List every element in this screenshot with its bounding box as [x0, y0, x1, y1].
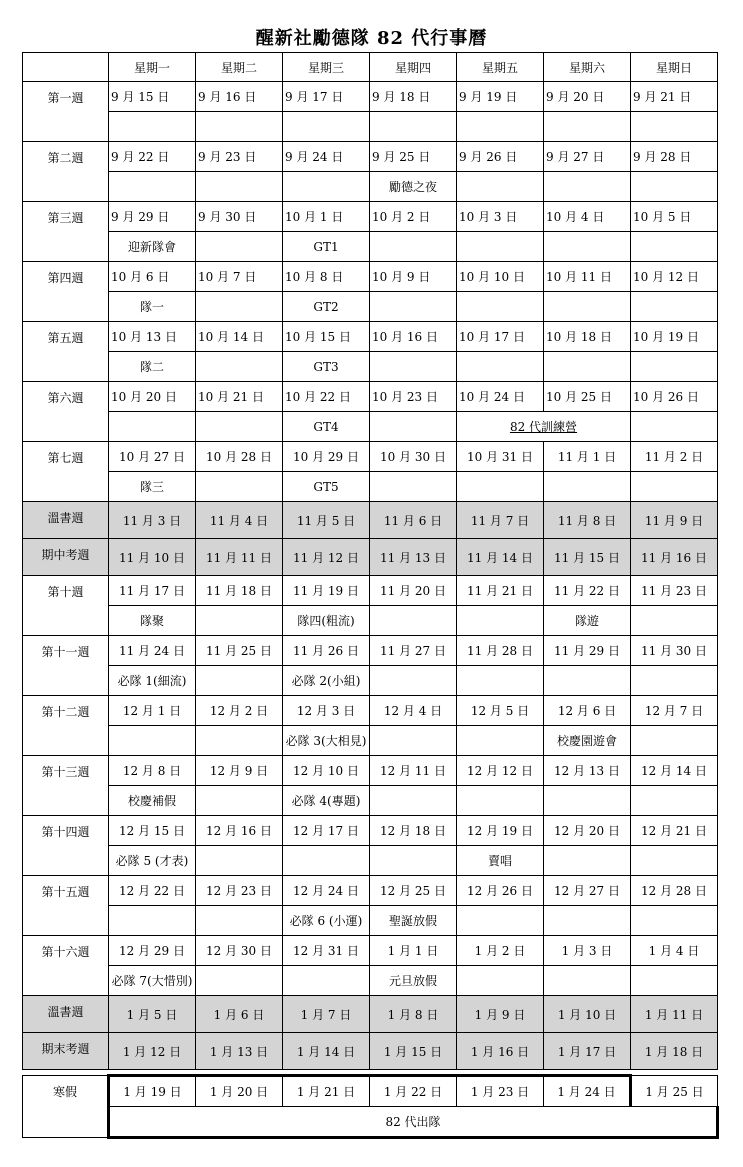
date-cell: 10 月 23 日: [370, 382, 457, 412]
event-cell: 聖誕放假: [370, 906, 457, 936]
event-cell: 校慶補假: [109, 786, 196, 816]
event-cell: 賣唱: [457, 846, 544, 876]
event-cell: [544, 292, 631, 322]
event-cell: [196, 232, 283, 262]
event-cell: [544, 112, 631, 142]
date-cell: 10 月 16 日: [370, 322, 457, 352]
week-row: [23, 262, 718, 292]
event-cell: [631, 232, 718, 262]
event-cell: [196, 352, 283, 382]
event-cell: [457, 232, 544, 262]
date-cell: 10 月 22 日: [283, 382, 370, 412]
event-cell: [457, 352, 544, 382]
date-cell: 11 月 22 日: [544, 576, 631, 606]
week-label: 溫書週: [23, 996, 109, 1033]
event-cell: [631, 292, 718, 322]
date-cell: 11 月 17 日: [109, 576, 196, 606]
event-cell: [370, 846, 457, 876]
date-cell: 11 月 28 日: [457, 636, 544, 666]
event-cell: [370, 352, 457, 382]
date-cell: 12 月 29 日: [109, 936, 196, 966]
events-row: [23, 112, 718, 142]
week-row: [23, 936, 718, 966]
date-cell: 9 月 16 日: [196, 82, 283, 112]
week-row: [23, 502, 718, 539]
event-cell: [370, 292, 457, 322]
date-cell: 12 月 7 日: [631, 696, 718, 726]
date-cell: 12 月 3 日: [283, 696, 370, 726]
date-cell: 9 月 23 日: [196, 142, 283, 172]
event-cell: [457, 666, 544, 696]
event-cell: [631, 412, 718, 442]
date-cell: 9 月 18 日: [370, 82, 457, 112]
week-label: 第四週: [23, 262, 109, 322]
event-cell: GT4: [283, 412, 370, 442]
week-label: 期末考週: [23, 1033, 109, 1070]
events-row: [23, 966, 718, 996]
date-cell: 9 月 15 日: [109, 82, 196, 112]
event-cell: [457, 606, 544, 636]
week-label: 第三週: [23, 202, 109, 262]
date-cell: 1 月 3 日: [544, 936, 631, 966]
week-label: 第十五週: [23, 876, 109, 936]
date-cell: 10 月 19 日: [631, 322, 718, 352]
date-cell: 12 月 16 日: [196, 816, 283, 846]
events-row: [23, 846, 718, 876]
date-cell: 1 月 17 日: [544, 1033, 631, 1070]
date-cell: 1 月 12 日: [109, 1033, 196, 1070]
date-cell: 12 月 20 日: [544, 816, 631, 846]
event-cell: [109, 906, 196, 936]
week-row: [23, 816, 718, 846]
week-row: [23, 82, 718, 112]
date-cell: 12 月 6 日: [544, 696, 631, 726]
date-cell: 12 月 21 日: [631, 816, 718, 846]
event-cell: [283, 172, 370, 202]
date-cell: 9 月 30 日: [196, 202, 283, 232]
date-cell: 11 月 16 日: [631, 539, 718, 576]
event-cell: [196, 786, 283, 816]
week-label: 第二週: [23, 142, 109, 202]
date-cell: 11 月 23 日: [631, 576, 718, 606]
week-label: 第七週: [23, 442, 109, 502]
event-cell: 82 代出隊: [109, 1107, 718, 1138]
week-row: [23, 1076, 718, 1107]
date-cell: 1 月 22 日: [370, 1076, 457, 1107]
event-cell: [457, 966, 544, 996]
day-header: 星期三: [283, 53, 370, 82]
event-cell: [457, 472, 544, 502]
event-cell: [631, 906, 718, 936]
event-cell: 必隊 5 (才表): [109, 846, 196, 876]
event-cell: [631, 666, 718, 696]
event-cell: [544, 472, 631, 502]
event-cell: [631, 606, 718, 636]
date-cell: 9 月 27 日: [544, 142, 631, 172]
event-cell: [283, 112, 370, 142]
date-cell: 11 月 25 日: [196, 636, 283, 666]
day-header: 星期五: [457, 53, 544, 82]
week-label: 第一週: [23, 82, 109, 142]
header-corner: [23, 53, 109, 82]
events-row: [23, 352, 718, 382]
event-cell: [196, 292, 283, 322]
event-cell: [370, 232, 457, 262]
date-cell: 1 月 1 日: [370, 936, 457, 966]
week-row: [23, 382, 718, 412]
event-cell: [457, 172, 544, 202]
date-cell: 1 月 8 日: [370, 996, 457, 1033]
event-cell: 隊遊: [544, 606, 631, 636]
event-cell: 隊一: [109, 292, 196, 322]
event-cell: [196, 112, 283, 142]
week-row: [23, 142, 718, 172]
date-cell: 10 月 28 日: [196, 442, 283, 472]
date-cell: 10 月 5 日: [631, 202, 718, 232]
date-cell: 11 月 9 日: [631, 502, 718, 539]
week-label: 第十二週: [23, 696, 109, 756]
events-row: [23, 232, 718, 262]
date-cell: 10 月 8 日: [283, 262, 370, 292]
date-cell: 1 月 4 日: [631, 936, 718, 966]
date-cell: 1 月 23 日: [457, 1076, 544, 1107]
week-label: 第十週: [23, 576, 109, 636]
date-cell: 12 月 4 日: [370, 696, 457, 726]
date-cell: 11 月 1 日: [544, 442, 631, 472]
date-cell: 11 月 6 日: [370, 502, 457, 539]
date-cell: 11 月 2 日: [631, 442, 718, 472]
date-cell: 12 月 28 日: [631, 876, 718, 906]
week-row: [23, 756, 718, 786]
event-cell: 必隊 4(專題): [283, 786, 370, 816]
week-label: 溫書週: [23, 502, 109, 539]
date-cell: 12 月 15 日: [109, 816, 196, 846]
event-cell: 勵德之夜: [370, 172, 457, 202]
event-cell: 隊聚: [109, 606, 196, 636]
event-cell: [196, 966, 283, 996]
event-cell: [631, 112, 718, 142]
event-cell: [109, 112, 196, 142]
event-cell: [196, 666, 283, 696]
event-cell: [544, 966, 631, 996]
event-cell: [196, 846, 283, 876]
event-cell: 必隊 7(大惜別): [109, 966, 196, 996]
event-cell: 隊四(粗流): [283, 606, 370, 636]
date-cell: 12 月 17 日: [283, 816, 370, 846]
day-header: 星期二: [196, 53, 283, 82]
event-cell: 必隊 6 (小運): [283, 906, 370, 936]
date-cell: 1 月 7 日: [283, 996, 370, 1033]
day-header: 星期日: [631, 53, 718, 82]
date-cell: 12 月 23 日: [196, 876, 283, 906]
date-cell: 12 月 25 日: [370, 876, 457, 906]
event-cell: [631, 846, 718, 876]
date-cell: 10 月 15 日: [283, 322, 370, 352]
events-row: [23, 666, 718, 696]
event-cell: [544, 172, 631, 202]
event-cell: 必隊 2(小組): [283, 666, 370, 696]
date-cell: 9 月 28 日: [631, 142, 718, 172]
date-cell: 10 月 17 日: [457, 322, 544, 352]
event-cell: [109, 172, 196, 202]
event-cell: [196, 726, 283, 756]
date-cell: 11 月 12 日: [283, 539, 370, 576]
date-cell: 12 月 1 日: [109, 696, 196, 726]
date-cell: 12 月 11 日: [370, 756, 457, 786]
date-cell: 10 月 20 日: [109, 382, 196, 412]
event-cell: [457, 292, 544, 322]
date-cell: 12 月 31 日: [283, 936, 370, 966]
event-cell: [196, 412, 283, 442]
week-row: [23, 202, 718, 232]
event-cell: 隊三: [109, 472, 196, 502]
date-cell: 11 月 27 日: [370, 636, 457, 666]
date-cell: 10 月 9 日: [370, 262, 457, 292]
date-cell: 1 月 5 日: [109, 996, 196, 1033]
date-cell: 11 月 26 日: [283, 636, 370, 666]
event-cell: [544, 846, 631, 876]
event-cell: [544, 352, 631, 382]
date-cell: 1 月 13 日: [196, 1033, 283, 1070]
event-cell: 必隊 1(細流): [109, 666, 196, 696]
date-cell: 10 月 2 日: [370, 202, 457, 232]
date-cell: 10 月 14 日: [196, 322, 283, 352]
date-cell: 11 月 20 日: [370, 576, 457, 606]
date-cell: 10 月 26 日: [631, 382, 718, 412]
calendar-table: [22, 52, 719, 1139]
event-cell: 必隊 3(大相見): [283, 726, 370, 756]
event-cell: GT5: [283, 472, 370, 502]
day-header: 星期四: [370, 53, 457, 82]
date-cell: 12 月 13 日: [544, 756, 631, 786]
date-cell: 9 月 24 日: [283, 142, 370, 172]
event-cell: [631, 472, 718, 502]
events-row: [23, 172, 718, 202]
week-row: [23, 636, 718, 666]
week-label: 第十六週: [23, 936, 109, 996]
date-cell: 1 月 19 日: [109, 1076, 196, 1107]
day-header: 星期六: [544, 53, 631, 82]
date-cell: 11 月 15 日: [544, 539, 631, 576]
date-cell: 12 月 19 日: [457, 816, 544, 846]
date-cell: 1 月 2 日: [457, 936, 544, 966]
date-cell: 10 月 21 日: [196, 382, 283, 412]
event-cell: [544, 232, 631, 262]
event-cell: [631, 786, 718, 816]
date-cell: 12 月 12 日: [457, 756, 544, 786]
date-cell: 12 月 18 日: [370, 816, 457, 846]
events-row: [23, 786, 718, 816]
events-row: [23, 906, 718, 936]
date-cell: 1 月 25 日: [631, 1076, 718, 1107]
date-cell: 9 月 21 日: [631, 82, 718, 112]
date-cell: 10 月 24 日: [457, 382, 544, 412]
date-cell: 12 月 5 日: [457, 696, 544, 726]
week-row: [23, 539, 718, 576]
event-cell: [283, 846, 370, 876]
events-row: [23, 292, 718, 322]
event-cell: GT3: [283, 352, 370, 382]
event-cell: [283, 966, 370, 996]
date-cell: 10 月 31 日: [457, 442, 544, 472]
date-cell: 11 月 18 日: [196, 576, 283, 606]
date-cell: 10 月 1 日: [283, 202, 370, 232]
event-cell: [109, 412, 196, 442]
event-cell: GT1: [283, 232, 370, 262]
date-cell: 1 月 24 日: [544, 1076, 631, 1107]
date-cell: 12 月 9 日: [196, 756, 283, 786]
date-cell: 1 月 20 日: [196, 1076, 283, 1107]
header-row: [23, 53, 718, 82]
date-cell: 1 月 14 日: [283, 1033, 370, 1070]
event-cell: [109, 726, 196, 756]
event-cell: [196, 472, 283, 502]
date-cell: 9 月 29 日: [109, 202, 196, 232]
date-cell: 12 月 30 日: [196, 936, 283, 966]
week-label: 第十一週: [23, 636, 109, 696]
date-cell: 11 月 21 日: [457, 576, 544, 606]
date-cell: 1 月 18 日: [631, 1033, 718, 1070]
events-row: [23, 726, 718, 756]
date-cell: 1 月 21 日: [283, 1076, 370, 1107]
event-cell: [631, 726, 718, 756]
date-cell: 11 月 8 日: [544, 502, 631, 539]
date-cell: 11 月 11 日: [196, 539, 283, 576]
event-cell: [370, 666, 457, 696]
event-cell: [370, 606, 457, 636]
date-cell: 11 月 4 日: [196, 502, 283, 539]
event-cell: 元旦放假: [370, 966, 457, 996]
week-row: [23, 1033, 718, 1070]
events-row: [23, 472, 718, 502]
date-cell: 11 月 29 日: [544, 636, 631, 666]
event-cell: [457, 786, 544, 816]
week-row: [23, 696, 718, 726]
date-cell: 11 月 14 日: [457, 539, 544, 576]
date-cell: 11 月 5 日: [283, 502, 370, 539]
date-cell: 10 月 3 日: [457, 202, 544, 232]
date-cell: 12 月 24 日: [283, 876, 370, 906]
date-cell: 12 月 8 日: [109, 756, 196, 786]
day-header: 星期一: [109, 53, 196, 82]
week-label: 第十四週: [23, 816, 109, 876]
event-cell: [196, 906, 283, 936]
event-cell: [544, 906, 631, 936]
week-label: 寒假: [23, 1076, 109, 1138]
event-cell: [370, 412, 457, 442]
event-cell: 迎新隊會: [109, 232, 196, 262]
week-row: [23, 442, 718, 472]
date-cell: 12 月 10 日: [283, 756, 370, 786]
event-cell: [544, 786, 631, 816]
date-cell: 9 月 25 日: [370, 142, 457, 172]
date-cell: 12 月 27 日: [544, 876, 631, 906]
event-cell: [631, 172, 718, 202]
week-row: [23, 876, 718, 906]
event-cell: [457, 906, 544, 936]
date-cell: 10 月 4 日: [544, 202, 631, 232]
event-cell: [196, 606, 283, 636]
date-cell: 9 月 26 日: [457, 142, 544, 172]
week-label: 第十三週: [23, 756, 109, 816]
event-cell: GT2: [283, 292, 370, 322]
date-cell: 10 月 30 日: [370, 442, 457, 472]
date-cell: 10 月 29 日: [283, 442, 370, 472]
date-cell: 1 月 11 日: [631, 996, 718, 1033]
date-cell: 10 月 27 日: [109, 442, 196, 472]
date-cell: 10 月 12 日: [631, 262, 718, 292]
event-cell: [196, 172, 283, 202]
event-cell: [370, 726, 457, 756]
week-row: [23, 996, 718, 1033]
date-cell: 9 月 22 日: [109, 142, 196, 172]
date-cell: 1 月 9 日: [457, 996, 544, 1033]
event-cell: [457, 726, 544, 756]
week-row: [23, 576, 718, 606]
date-cell: 10 月 6 日: [109, 262, 196, 292]
date-cell: 10 月 18 日: [544, 322, 631, 352]
date-cell: 11 月 13 日: [370, 539, 457, 576]
date-cell: 1 月 10 日: [544, 996, 631, 1033]
date-cell: 1 月 15 日: [370, 1033, 457, 1070]
week-label: 第五週: [23, 322, 109, 382]
date-cell: 12 月 26 日: [457, 876, 544, 906]
date-cell: 10 月 25 日: [544, 382, 631, 412]
date-cell: 11 月 10 日: [109, 539, 196, 576]
events-row: [23, 606, 718, 636]
date-cell: 1 月 16 日: [457, 1033, 544, 1070]
event-cell: 校慶園遊會: [544, 726, 631, 756]
date-cell: 11 月 19 日: [283, 576, 370, 606]
date-cell: 11 月 24 日: [109, 636, 196, 666]
date-cell: 10 月 7 日: [196, 262, 283, 292]
week-label: 第六週: [23, 382, 109, 442]
event-cell: 82 代訓練營: [457, 412, 631, 442]
date-cell: 9 月 20 日: [544, 82, 631, 112]
week-label: 期中考週: [23, 539, 109, 576]
date-cell: 12 月 14 日: [631, 756, 718, 786]
calendar-title: 醒新社勵德隊 82 代行事曆: [255, 28, 488, 49]
event-cell: [370, 472, 457, 502]
event-cell: [457, 112, 544, 142]
events-row: [23, 1107, 718, 1138]
date-cell: 12 月 2 日: [196, 696, 283, 726]
event-cell: [631, 966, 718, 996]
date-cell: 10 月 13 日: [109, 322, 196, 352]
date-cell: 1 月 6 日: [196, 996, 283, 1033]
date-cell: 10 月 11 日: [544, 262, 631, 292]
events-row: [23, 412, 718, 442]
event-cell: [370, 112, 457, 142]
date-cell: 11 月 7 日: [457, 502, 544, 539]
date-cell: 10 月 10 日: [457, 262, 544, 292]
date-cell: 9 月 17 日: [283, 82, 370, 112]
event-cell: [544, 666, 631, 696]
event-cell: [631, 352, 718, 382]
event-cell: 隊二: [109, 352, 196, 382]
week-row: [23, 322, 718, 352]
event-cell: [370, 786, 457, 816]
date-cell: 9 月 19 日: [457, 82, 544, 112]
date-cell: 11 月 3 日: [109, 502, 196, 539]
date-cell: 12 月 22 日: [109, 876, 196, 906]
date-cell: 11 月 30 日: [631, 636, 718, 666]
